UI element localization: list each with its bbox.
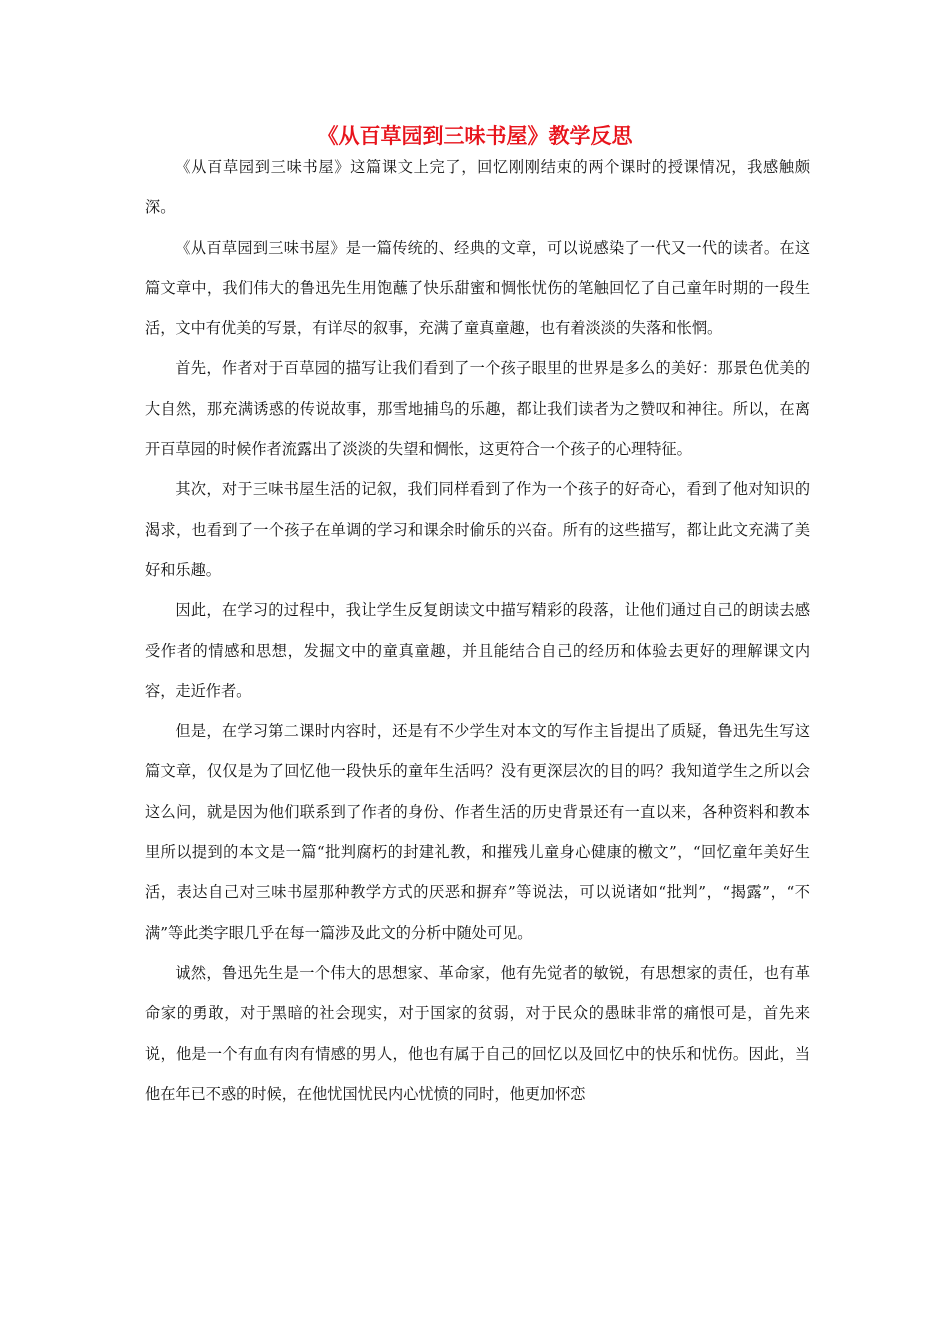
paragraph: 因此，在学习的过程中，我让学生反复朗读文中描写精彩的段落，让他们通过自己的朗读去感受作者的情感和思想，发掘文中的童真童趣，并且能结合自己的经历和体验去更好的理解课文内容，走近作者。	[145, 601, 810, 700]
paragraph: 《从百草园到三味书屋》是一篇传统的、经典的文章，可以说感染了一代又一代的读者。在这篇文章中，我们伟大的鲁迅先生用饱蘸了快乐甜蜜和惆怅忧伤的笔触回忆了自己童年时期的一段生活，文中有优美的写景，有详尽的叙事，充满了童真童趣，也有着淡淡的失落和怅惘。	[145, 238, 810, 338]
paragraph: 但是，在学习第二课时内容时，还是有不少学生对本文的写作主旨提出了质疑，鲁迅先生写这篇文章，仅仅是为了回忆他一段快乐的童年生活吗？没有更深层次的目的吗？我知道学生之所以会这么问，就是因为他们联系到了作者的身份、作者生活的历史背景还有一直以来，各种资料和教本里所以提到的本文是一篇“批判腐朽的封建礼教，和摧残儿童身心健康的檄文”，“回忆童年美好生活，表达自己对三味书屋那种教学方式的厌恶和摒弃”等说法，可以说诸如“批判”，“揭露”，“不满”等此类字眼几乎在每一篇涉及此文的分析中随处可见。	[145, 722, 810, 942]
document-body	[145, 147, 810, 1114]
document-title: 《从百草园到三味书屋》教学反思	[317, 123, 633, 148]
paragraph: 《从百草园到三味书屋》这篇课文上完了，回忆刚刚结束的两个课时的授课情况，我感触颇深。	[145, 158, 810, 217]
paragraph: 首先，作者对于百草园的描写让我们看到了一个孩子眼里的世界是多么的美好：那景色优美的大自然，那充满诱惑的传说故事，那雪地捕鸟的乐趣，都让我们读者为之赞叹和神往。所以，在离开百草园的时候作者流露出了淡淡的失望和惆怅，这更符合一个孩子的心理特征。	[145, 359, 810, 459]
paragraph: 诚然，鲁迅先生是一个伟大的思想家、革命家，他有先觉者的敏锐，有思想家的责任，也有革命家的勇敢，对于黑暗的社会现实，对于国家的贫弱，对于民众的愚昧非常的痛恨可是，首先来说，他是一个有血有肉有情感的男人，他也有属于自己的回忆以及回忆中的快乐和忧伤。因此，当他在年已不惑的时候，在他忧国忧民内心忧愤的同时，他更加怀恋	[145, 963, 810, 1103]
paragraph: 其次，对于三味书屋生活的记叙，我们同样看到了作为一个孩子的好奇心，看到了他对知识的渴求，也看到了一个孩子在单调的学习和课余时偷乐的兴奋。所有的这些描写，都让此文充满了美好和乐趣。	[145, 480, 810, 579]
